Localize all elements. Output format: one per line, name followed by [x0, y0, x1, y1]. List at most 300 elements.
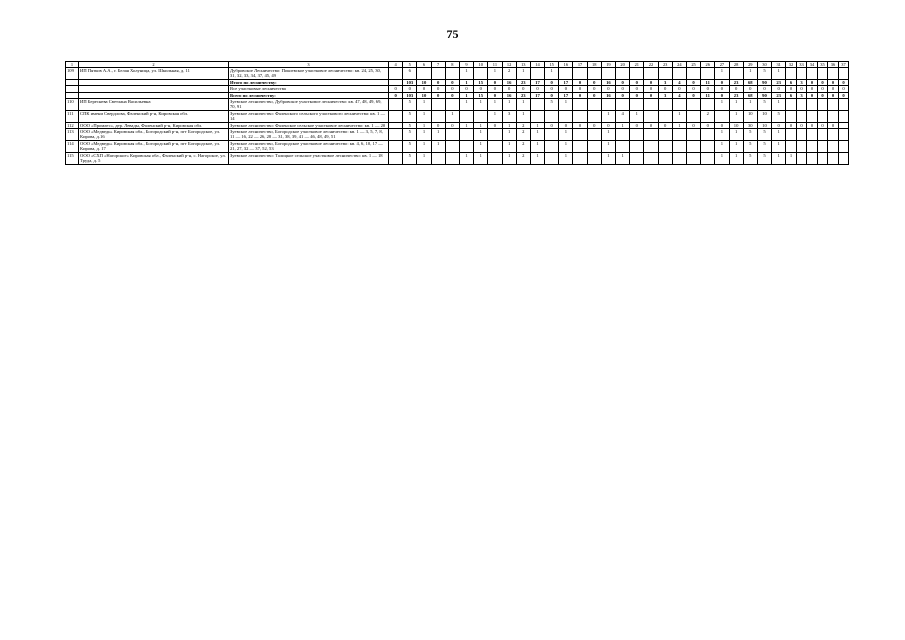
cell-value: 0 — [530, 86, 544, 92]
cell-value: 1 — [559, 152, 573, 164]
cell-value: 11 — [701, 92, 715, 98]
header-cell: 17 — [573, 62, 587, 68]
cell-value: 15 — [474, 92, 488, 98]
header-cell: 18 — [587, 62, 601, 68]
cell-value: 17 — [530, 79, 544, 85]
cell-value — [616, 140, 630, 152]
cell-value: 1 — [772, 129, 786, 141]
cell-value — [431, 68, 445, 80]
cell-value — [828, 129, 839, 141]
cell-value: 0 — [644, 92, 658, 98]
cell-value: 1 — [772, 152, 786, 164]
cell-value: 16 — [601, 79, 615, 85]
cell-value: 0 — [757, 86, 771, 92]
cell-value: 1 — [488, 110, 502, 122]
cell-value — [817, 68, 828, 80]
cell-value — [488, 140, 502, 152]
cell-place: Зуевское лесничество: Талицкое сельское участковое лесничество: кв. 1 — 18 — [229, 152, 389, 164]
cell-value — [587, 140, 601, 152]
cell-value: 0 — [559, 86, 573, 92]
header-cell: 8 — [445, 62, 459, 68]
cell-value: 0 — [431, 86, 445, 92]
cell-value — [828, 99, 839, 111]
cell-value — [807, 129, 818, 141]
header-cell: 15 — [545, 62, 559, 68]
cell-value: 0 — [838, 86, 849, 92]
cell-value: 10 — [743, 110, 757, 122]
cell-value — [389, 99, 403, 111]
cell-value — [658, 152, 672, 164]
cell-value: 0 — [630, 86, 644, 92]
header-cell: 2 — [79, 62, 229, 68]
cell-num: 114 — [66, 140, 79, 152]
cell-value: 103 — [403, 92, 417, 98]
cell-value — [389, 140, 403, 152]
cell-value — [817, 152, 828, 164]
cell-value: 90 — [757, 79, 771, 85]
cell-value: 1 — [459, 99, 473, 111]
table-row — [66, 152, 849, 164]
cell-value: 103 — [403, 79, 417, 85]
cell-value: 0 — [658, 86, 672, 92]
cell-value — [807, 152, 818, 164]
table-row — [66, 110, 849, 122]
cell-value — [587, 152, 601, 164]
cell-value: 5 — [403, 129, 417, 141]
cell-value: 1 — [729, 152, 743, 164]
cell-value — [807, 68, 818, 80]
header-cell: 3 — [229, 62, 389, 68]
cell-value: 10 — [757, 110, 771, 122]
header-cell: 25 — [686, 62, 700, 68]
cell-value — [828, 152, 839, 164]
cell-value: 4 — [672, 79, 686, 85]
header-cell: 11 — [488, 62, 502, 68]
cell-value — [630, 99, 644, 111]
cell-value: 0 — [772, 86, 786, 92]
cell-value — [701, 140, 715, 152]
cell-value: 16 — [502, 79, 516, 85]
cell-value: 68 — [743, 92, 757, 98]
cell-value: 0 — [573, 86, 587, 92]
cell-value — [530, 110, 544, 122]
cell-value: 1 — [530, 152, 544, 164]
cell-value: 3 — [658, 79, 672, 85]
cell-value: 1 — [743, 68, 757, 80]
cell-value: 5 — [403, 152, 417, 164]
cell-value: 5 — [743, 129, 757, 141]
cell-value: 5 — [403, 99, 417, 111]
cell-value — [459, 129, 473, 141]
header-cell: 37 — [838, 62, 849, 68]
cell-value — [672, 140, 686, 152]
cell-value: 1 — [488, 99, 502, 111]
cell-value — [796, 140, 807, 152]
cell-value — [838, 152, 849, 164]
cell-value — [796, 152, 807, 164]
cell-value: 0 — [573, 122, 587, 128]
cell-value: 0 — [389, 86, 403, 92]
cell-value: 0 — [807, 79, 818, 85]
cell-value: 0 — [488, 92, 502, 98]
cell-value — [828, 68, 839, 80]
cell-value: 0 — [573, 92, 587, 98]
cell-value: 1 — [672, 110, 686, 122]
cell-value — [658, 140, 672, 152]
forestry-table — [65, 61, 849, 165]
cell-value: 5 — [403, 140, 417, 152]
cell-value: 5 — [545, 99, 559, 111]
cell-value: 2 — [701, 110, 715, 122]
cell-value: 0 — [686, 86, 700, 92]
cell-value: 3 — [796, 79, 807, 85]
cell-value: 5 — [757, 140, 771, 152]
header-cell: 26 — [701, 62, 715, 68]
cell-value: 1 — [417, 122, 431, 128]
cell-value: 23 — [772, 79, 786, 85]
cell-value — [644, 129, 658, 141]
cell-value: 90 — [757, 92, 771, 98]
cell-value: 17 — [559, 79, 573, 85]
cell-value: 1 — [459, 92, 473, 98]
cell-value — [807, 140, 818, 152]
cell-num: 110 — [66, 99, 79, 111]
cell-place: Все участковые лесничества — [229, 86, 389, 92]
cell-value — [573, 140, 587, 152]
cell-value: 0 — [502, 86, 516, 92]
header-cell: 10 — [474, 62, 488, 68]
header-cell: 13 — [516, 62, 530, 68]
cell-value: 0 — [545, 92, 559, 98]
cell-value — [817, 129, 828, 141]
cell-value: 30 — [743, 122, 757, 128]
cell-value: 1 — [729, 99, 743, 111]
cell-value: 1 — [772, 68, 786, 80]
cell-value: 0 — [807, 92, 818, 98]
header-cell: 35 — [817, 62, 828, 68]
cell-place: Итого по лесничеству: — [229, 79, 389, 85]
cell-value: 1 — [530, 140, 544, 152]
cell-org: ООО «Промлес», дер. Левады, Фаленский р-н, Кировская обл. — [79, 122, 229, 128]
cell-value: 2 — [516, 122, 530, 128]
cell-value: 1 — [474, 152, 488, 164]
cell-value — [431, 110, 445, 122]
cell-value — [786, 129, 797, 141]
cell-value: 2 — [502, 68, 516, 80]
cell-value: 5 — [403, 110, 417, 122]
cell-value: 1 — [459, 152, 473, 164]
cell-value: 0 — [630, 122, 644, 128]
cell-value: 0 — [828, 79, 839, 85]
cell-value: 10 — [729, 122, 743, 128]
cell-value: 5 — [772, 110, 786, 122]
cell-value — [838, 129, 849, 141]
cell-value — [573, 152, 587, 164]
cell-value: 0 — [445, 92, 459, 98]
cell-value: 0 — [817, 79, 828, 85]
cell-value: 1 — [474, 140, 488, 152]
cell-place: Зуевское лесничество, Богородское участковое лесничество: кв. 4, 6, 10, 17 — 21, 27, 32 — 37, 52, 53 — [229, 140, 389, 152]
cell-value: 0 — [686, 92, 700, 98]
cell-value: 1 — [516, 110, 530, 122]
cell-value: 1 — [772, 140, 786, 152]
cell-value — [807, 110, 818, 122]
cell-value — [796, 99, 807, 111]
cell-value: 1 — [715, 152, 729, 164]
header-cell: 20 — [616, 62, 630, 68]
cell-value: 0 — [828, 86, 839, 92]
cell-value — [474, 110, 488, 122]
cell-value: 23 — [729, 92, 743, 98]
cell-value: 0 — [817, 86, 828, 92]
cell-value: 0 — [587, 79, 601, 85]
cell-value: 0 — [672, 86, 686, 92]
cell-value: 1 — [601, 110, 615, 122]
cell-value: 0 — [616, 86, 630, 92]
cell-value — [658, 129, 672, 141]
table-row — [66, 129, 849, 141]
cell-value: 3 — [796, 92, 807, 98]
header-cell: 6 — [417, 62, 431, 68]
cell-value: 0 — [644, 86, 658, 92]
header-cell: 14 — [530, 62, 544, 68]
cell-value: 0 — [838, 92, 849, 98]
cell-value — [796, 110, 807, 122]
cell-value: 1 — [502, 129, 516, 141]
cell-value: 2 — [516, 129, 530, 141]
cell-value — [417, 68, 431, 80]
cell-value: 1 — [772, 99, 786, 111]
cell-value: 1 — [559, 140, 573, 152]
cell-value: 0 — [817, 122, 828, 128]
cell-value: 0 — [545, 122, 559, 128]
cell-value: 5 — [757, 129, 771, 141]
cell-value — [786, 99, 797, 111]
header-cell: 22 — [644, 62, 658, 68]
cell-value — [715, 110, 729, 122]
table-row — [66, 99, 849, 111]
cell-value — [644, 152, 658, 164]
cell-value: 1 — [516, 68, 530, 80]
cell-value: 1 — [601, 140, 615, 152]
header-cell: 9 — [459, 62, 473, 68]
cell-value: 2 — [516, 152, 530, 164]
cell-value: 1 — [417, 129, 431, 141]
cell-value — [644, 140, 658, 152]
cell-value — [573, 110, 587, 122]
cell-num: 109 — [66, 68, 79, 80]
cell-value: 5 — [757, 152, 771, 164]
cell-value: 1 — [786, 152, 797, 164]
cell-value: 0 — [729, 86, 743, 92]
cell-value: 0 — [686, 122, 700, 128]
cell-value: 10 — [757, 122, 771, 128]
header-cell: 27 — [715, 62, 729, 68]
cell-value: 5 — [403, 122, 417, 128]
cell-org: ООО «СХП «Нагорское» Кировская обл., Фаленский р-н, с. Нагорское, ул. Труда, д. 5 — [79, 152, 229, 164]
cell-value: 0 — [545, 86, 559, 92]
cell-value: 23 — [516, 79, 530, 85]
cell-value — [587, 99, 601, 111]
header-cell: 19 — [601, 62, 615, 68]
cell-value: 1 — [715, 68, 729, 80]
cell-value — [474, 68, 488, 80]
cell-value — [573, 129, 587, 141]
cell-value: 1 — [530, 122, 544, 128]
cell-value: 6 — [786, 92, 797, 98]
cell-org: ООО «Медведь» Кировская обл., Богородский р-н, пгт Богородское, ул. Кирова, д. 17 — [79, 140, 229, 152]
cell-value: 0 — [786, 122, 797, 128]
cell-value — [817, 140, 828, 152]
cell-value: 10 — [417, 79, 431, 85]
cell-value: 0 — [796, 122, 807, 128]
cell-value: 0 — [817, 92, 828, 98]
cell-value: 3 — [658, 92, 672, 98]
cell-value: 0 — [616, 79, 630, 85]
cell-value: 0 — [559, 122, 573, 128]
cell-value: 5 — [743, 140, 757, 152]
cell-value — [838, 110, 849, 122]
cell-value: 2 — [516, 140, 530, 152]
cell-value: 68 — [743, 79, 757, 85]
cell-value — [644, 68, 658, 80]
cell-value: 0 — [587, 122, 601, 128]
cell-value — [686, 129, 700, 141]
cell-value — [445, 68, 459, 80]
cell-value: 0 — [445, 79, 459, 85]
cell-value: 0 — [488, 86, 502, 92]
cell-value — [431, 152, 445, 164]
cell-value: 1 — [417, 99, 431, 111]
cell-value — [573, 68, 587, 80]
cell-value: 5 — [757, 99, 771, 111]
cell-value: 0 — [587, 92, 601, 98]
header-cell: 1 — [66, 62, 79, 68]
cell-value: 0 — [616, 92, 630, 98]
cell-value — [389, 152, 403, 164]
cell-value: 6 — [403, 68, 417, 80]
cell-num: 115 — [66, 152, 79, 164]
cell-value — [616, 99, 630, 111]
cell-value — [488, 152, 502, 164]
cell-value — [445, 152, 459, 164]
cell-value: 1 — [502, 99, 516, 111]
cell-value: 0 — [417, 86, 431, 92]
cell-value: 0 — [474, 86, 488, 92]
cell-value — [459, 110, 473, 122]
cell-value: 16 — [502, 92, 516, 98]
header-cell: 28 — [729, 62, 743, 68]
cell-value: 0 — [715, 79, 729, 85]
cell-value: 0 — [644, 122, 658, 128]
cell-value: 0 — [389, 92, 403, 98]
cell-value — [686, 99, 700, 111]
cell-org: ИП Пятков А.А., г. Белая Холуница, ул. Шкильная, д. 11 — [79, 68, 229, 80]
cell-value: 0 — [807, 122, 818, 128]
cell-value: 5 — [743, 152, 757, 164]
cell-value — [786, 68, 797, 80]
cell-value: 1 — [474, 122, 488, 128]
cell-value: 4 — [616, 110, 630, 122]
cell-value: 0 — [573, 79, 587, 85]
cell-org: ИП Береснева Светлана Васильевна — [79, 99, 229, 111]
cell-value — [644, 99, 658, 111]
cell-value: 1 — [743, 99, 757, 111]
cell-value — [796, 68, 807, 80]
cell-value: 1 — [601, 129, 615, 141]
cell-value — [573, 99, 587, 111]
cell-value: 0 — [587, 86, 601, 92]
cell-place: Зуевское лесничество, Богородское участковое лесничество: кв. 1 — 3, 5, 7, 8, 11 — 16, 22 — 26, 28 — 31, 38, 39, 41 — 46, 48, 49, 51 — [229, 129, 389, 141]
cell-value: 0 — [828, 92, 839, 98]
cell-value: 1 — [672, 122, 686, 128]
cell-value — [786, 110, 797, 122]
cell-value: 1 — [417, 140, 431, 152]
cell-value: 0 — [658, 122, 672, 128]
cell-value: 0 — [630, 92, 644, 98]
cell-value — [701, 68, 715, 80]
cell-num: 112 — [66, 122, 79, 128]
cell-value: 0 — [488, 122, 502, 128]
cell-value — [686, 152, 700, 164]
cell-value: 0 — [715, 86, 729, 92]
cell-value — [630, 152, 644, 164]
cell-org: ООО «Медведь» Кировская обл., Богородский р-н, пгт Богородское, ул. Кирова, д.16 — [79, 129, 229, 141]
cell-value — [545, 152, 559, 164]
cell-value — [686, 140, 700, 152]
cell-value — [838, 99, 849, 111]
cell-value: 1 — [559, 99, 573, 111]
cell-value — [828, 140, 839, 152]
cell-value: 1 — [417, 152, 431, 164]
cell-value: 11 — [701, 79, 715, 85]
cell-value — [630, 68, 644, 80]
cell-value — [729, 68, 743, 80]
cell-value: 0 — [488, 79, 502, 85]
cell-value: 1 — [474, 129, 488, 141]
cell-value: 1 — [530, 129, 544, 141]
cell-value: 1 — [729, 140, 743, 152]
cell-value: 1 — [502, 140, 516, 152]
cell-value: 15 — [474, 79, 488, 85]
header-cell: 24 — [672, 62, 686, 68]
cell-value — [672, 99, 686, 111]
cell-value — [389, 129, 403, 141]
header-cell: 23 — [658, 62, 672, 68]
header-cell: 16 — [559, 62, 573, 68]
header-cell: 34 — [807, 62, 818, 68]
cell-value: 0 — [796, 86, 807, 92]
cell-value — [545, 129, 559, 141]
cell-value: 1 — [459, 79, 473, 85]
cell-value: 0 — [686, 79, 700, 85]
cell-value — [817, 99, 828, 111]
cell-value — [658, 68, 672, 80]
cell-value — [701, 129, 715, 141]
table-row — [66, 68, 849, 80]
header-cell: 33 — [796, 62, 807, 68]
cell-value — [616, 129, 630, 141]
cell-value — [601, 68, 615, 80]
cell-num: 113 — [66, 129, 79, 141]
cell-value: 1 — [616, 122, 630, 128]
cell-value — [459, 140, 473, 152]
cell-value: 0 — [545, 79, 559, 85]
cell-value: 0 — [715, 92, 729, 98]
cell-value: 0 — [743, 86, 757, 92]
cell-value — [828, 110, 839, 122]
cell-value: 1 — [616, 152, 630, 164]
